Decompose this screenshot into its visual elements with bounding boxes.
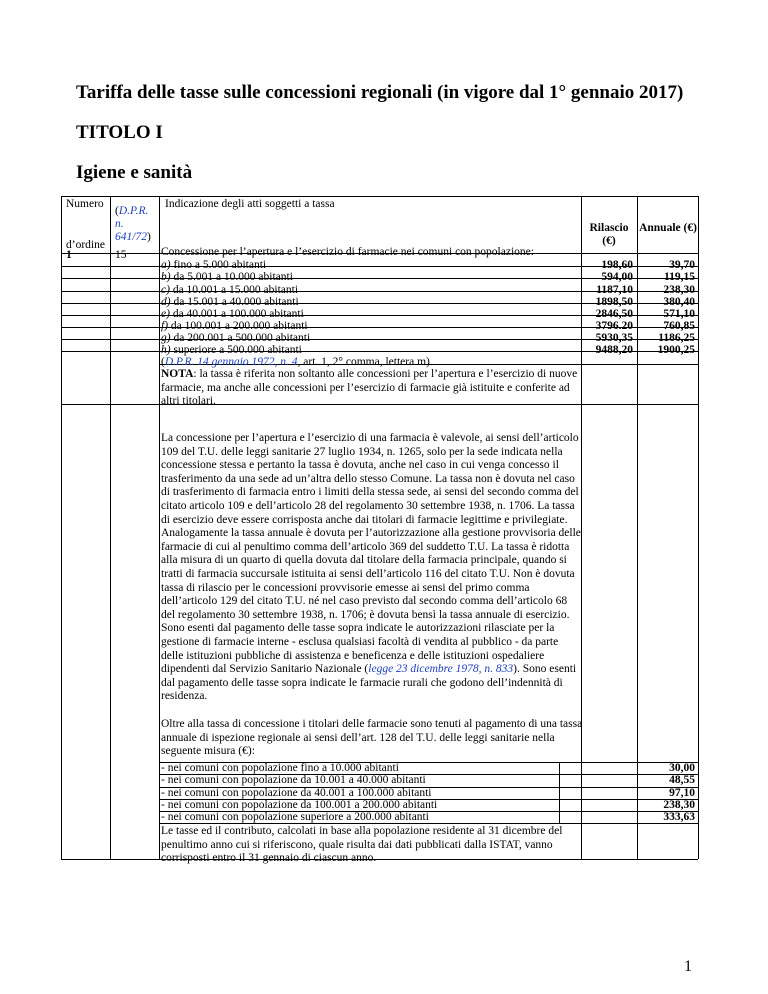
document-title: Tariffa delle tasse sulle concessioni regionali (in vigore dal 1° gennaio 2017) xyxy=(76,82,684,103)
col-border-1 xyxy=(61,196,62,859)
inspection-annuale-value: 97,10 xyxy=(669,787,695,799)
band-label: f) da 100.001 a 200.000 abitanti xyxy=(161,320,308,332)
payment-note: Le tasse ed il contributo, calcolati in base alla popolazione residente al 31 dicembre del penultimo anno cui si riferiscono, quale risulta dai dati pubblicati dalla ISTAT, vanno corrisposti entro il 31 gennaio di ciascun anno. xyxy=(161,825,563,865)
rilascio-value: 1187,10 xyxy=(596,284,633,296)
annuale-value: 380,40 xyxy=(663,296,695,308)
row-number: 1 xyxy=(66,249,72,261)
col-border-6 xyxy=(698,196,699,859)
rilascio-value: 3796.20 xyxy=(595,320,633,332)
page-number: 1 xyxy=(684,958,692,975)
band-label: c) da 10.001 a 15.000 abitanti xyxy=(161,284,299,296)
dpr-link[interactable]: D.P.R. n. 641/72 xyxy=(115,205,149,243)
annuale-value: 1186,25 xyxy=(658,332,695,344)
inspection-label: - nei comuni con popolazione da 10.001 a 40.000 abitanti xyxy=(161,774,426,786)
nota-paragraph: NOTA: la tassa è riferita non soltanto alle concessioni per l’apertura e l’esercizio di nuove farmacie, ma anche alle concessioni per l’esercizio di farmacie già istituite e conferite ad altri titolari. xyxy=(161,368,578,408)
inspection-annuale-value: 333,63 xyxy=(663,811,695,823)
inspection-label: - nei comuni con popolazione da 40.001 a 100.000 abitanti xyxy=(161,787,432,799)
annuale-value: 119,15 xyxy=(664,271,695,283)
col-border-2 xyxy=(110,196,111,859)
legge-833-link[interactable]: legge 23 dicembre 1978, n. 833 xyxy=(368,663,514,676)
col-numero-header: Numero xyxy=(66,198,104,210)
inspection-label: - nei comuni con popolazione superiore a 200.000 abitanti xyxy=(161,811,429,823)
band-label: d) da 15.001 a 40.000 abitanti xyxy=(161,296,299,308)
dpr-reference: (D.P.R. n. 641/72) xyxy=(115,205,151,243)
inspection-label: - nei comuni con popolazione da 100.001 a 200.000 abitanti xyxy=(161,799,438,811)
col-ordine-header: d’ordine xyxy=(66,239,105,251)
table-top-border xyxy=(61,196,698,197)
annuale-value: 1900,25 xyxy=(657,344,695,356)
col-indicazione-header: Indicazione degli atti soggetti a tassa xyxy=(165,198,335,210)
inspection-intro: Oltre alla tassa di concessione i titolari delle farmacie sono tenuti al pagamento di una tassa annuale di ispezione regionale ai sensi dell’art. 128 del T.U. delle leggi sanitarie nella seguente misura (€): xyxy=(161,718,583,758)
col-annuale-header: Annuale (€) xyxy=(639,222,697,234)
rilascio-value: 1898,50 xyxy=(595,296,633,308)
concession-paragraph: La concessione per l’apertura e l’esercizio di una farmacia è valevole, ai sensi dell’articolo 109 del T.U. delle leggi sanitarie 27 luglio 1934, n. 1265, solo per la sede indicata nella concessione stessa e pertanto la tassa è dovuta, anche nel caso in cui venga concesso il trasferimento da una sede ad un’altra dello stesso Comune. La tassa non è dovuta nel caso di trasferimento di farmacia entro i limiti della stessa sede, ai sensi del secondo comma del citato articolo 109 e dell’articolo 28 del regolamento 30 settembre 1938, n. 1706. La tassa di esercizio deve essere corrisposta anche dai titolari di farmacie legittime e privilegiate. Analogamente la tassa annuale è dovuta per l’autorizzazione alla gestione provvisoria delle farmacie di cui al penultimo comma dell’articolo 369 del suddetto T.U. La tassa è ridotta alla misura di un quarto di quella dovuta dal titolare della farmacia principale, quando si tratti di farmacia succursale istituita ai sensi dell’articolo 116 del citato T.U. Non è dovuta tassa di rilascio per le concessioni provvisorie emesse ai sensi del primo comma dell’articolo 129 del citato T.U. né nel caso previsto dal secondo comma dell’articolo 68 del regolamento 30 settembre 1938, n. 1706; è dovuta bensì la tassa annuale di esercizio. Sono esenti dal pagamento delle tasse sopra indicate le autorizzazioni rilasciate per la gestione di farmacie interne - esclusa qualsiasi facoltà di vendita al pubblico - da parte delle istituzioni pubbliche di assistenza e beneficenza e delle istituzioni ospedaliere dipendenti dal Servizio Sanitario Nazionale (legge 23 dicembre 1978, n. 833). Sono esenti dal pagamento delle tasse sopra indicate le farmacie rurali che godono dell’indennità di residenza. xyxy=(161,432,581,703)
inspection-annuale-value: 238,30 xyxy=(663,799,695,811)
law-reference: (D.P.R. 14 gennaio 1972, n. 4, art. 1, 2° comma, lettera m) xyxy=(161,356,430,368)
annuale-value: 571,10 xyxy=(663,308,695,320)
annuale-value: 39,70 xyxy=(669,259,695,271)
band-label: e) da 40.001 a 100.000 abitanti xyxy=(161,308,304,320)
rilascio-value: 594,00 xyxy=(601,271,633,283)
band-label: g) da 200.001 a 500.000 abitanti xyxy=(161,332,311,344)
rilascio-value: 9488,20 xyxy=(595,344,633,356)
rilascio-value: 198,60 xyxy=(601,259,633,271)
rilascio-value: 5930,35 xyxy=(595,332,633,344)
annuale-value: 760,85 xyxy=(663,320,695,332)
section-heading: Igiene e sanità xyxy=(76,162,193,183)
titolo-heading: TITOLO I xyxy=(76,122,163,143)
inspection-label: - nei comuni con popolazione fino a 10.000 abitanti xyxy=(161,762,399,774)
col-rilascio-header: Rilascio (€) xyxy=(589,222,629,247)
row-dpr-number: 15 xyxy=(115,249,127,261)
concession-intro: Concessione per l’apertura e l’esercizio di farmacie nei comuni con popolazione: xyxy=(161,246,534,258)
rilascio-value: 2846,50 xyxy=(595,308,633,320)
col-border-3 xyxy=(159,196,160,859)
annuale-value: 238,30 xyxy=(663,284,695,296)
inspection-annuale-value: 48,55 xyxy=(669,774,695,786)
inspection-annuale-value: 30,00 xyxy=(669,762,695,774)
band-label: h) superiore a 500.000 abitanti xyxy=(161,344,302,356)
band-label: b) da 5.001 a 10.000 abitanti xyxy=(161,271,293,283)
law-link[interactable]: D.P.R. 14 gennaio 1972, n. 4 xyxy=(164,356,298,368)
band-label: a) fino a 5.000 abitanti xyxy=(161,259,267,271)
